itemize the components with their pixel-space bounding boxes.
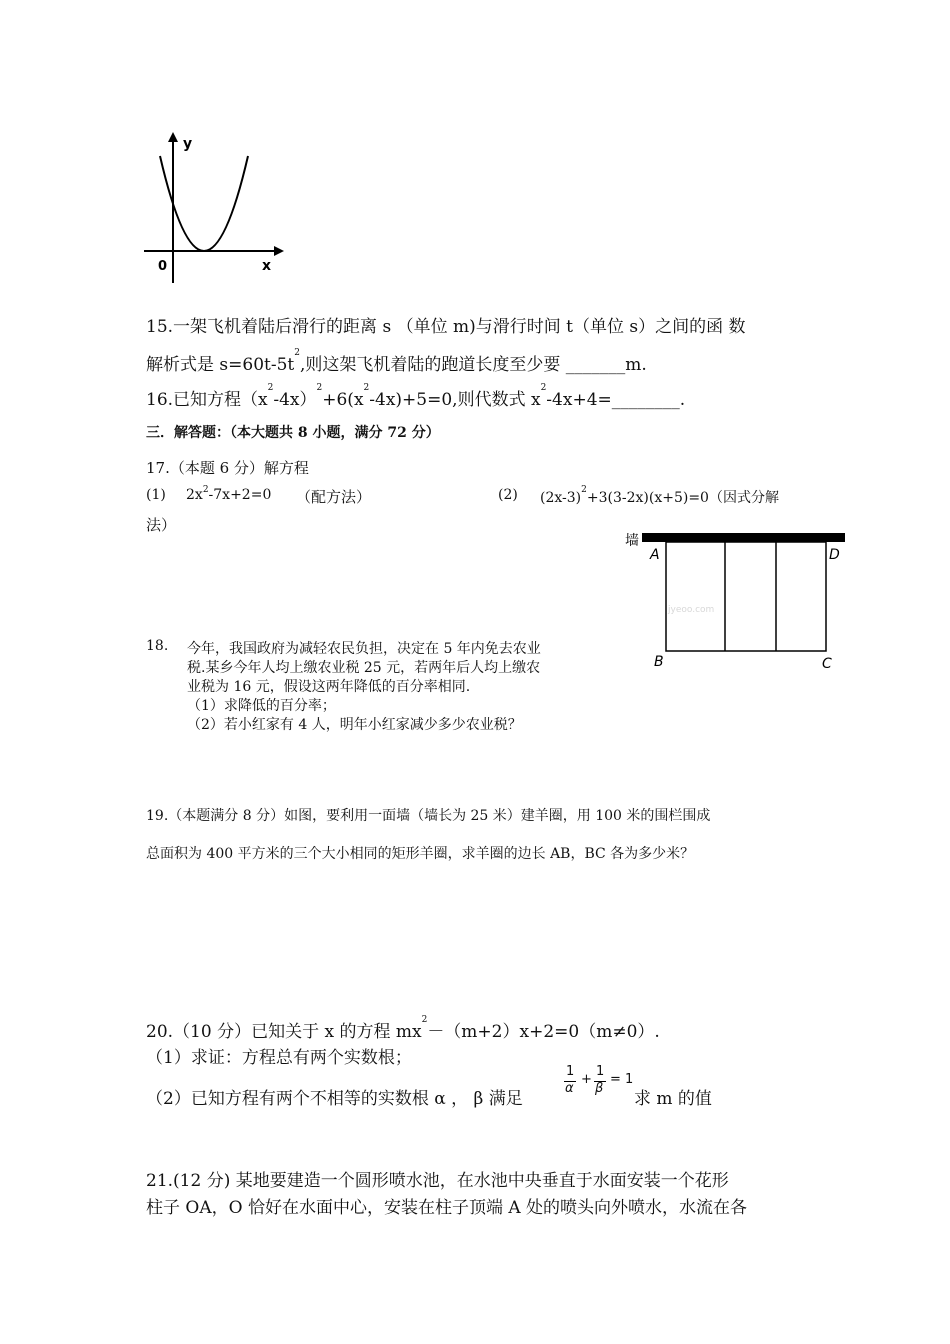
point-a-label: A: [650, 547, 660, 563]
q17-p1-num: (1): [146, 487, 166, 503]
q20-line3-b: 求 m 的值: [634, 1089, 712, 1109]
q20-formula: [563, 1064, 635, 1104]
q17-p1-method: （配方法）: [296, 488, 372, 506]
q17-p2-num: (2): [498, 487, 518, 503]
point-b-label: B: [654, 654, 664, 670]
q15-line2: [146, 350, 647, 375]
q20-line1: [146, 1017, 660, 1042]
origin-label: 0: [158, 259, 168, 274]
q17-title: 17.（本题 6 分）解方程: [146, 459, 309, 477]
pen-outline: [666, 542, 826, 651]
q16-s4: 2: [540, 383, 547, 393]
q19-line2: 总面积为 400 平方米的三个大小相同的矩形羊圈，求羊圈的边长 AB，BC 各为多少米？: [146, 846, 695, 862]
q17-p1-a: 2x: [186, 487, 203, 503]
y-axis-arrow: [168, 132, 178, 142]
q16-line: [146, 385, 685, 410]
parabola-graph: [138, 128, 288, 288]
q20-line2: （1）求证：方程总有两个实数根；: [146, 1048, 412, 1068]
q20-line3-a: （2）已知方程有两个不相等的实数根 α ， β 满足: [146, 1089, 523, 1109]
q17-p1-b: -7x+2=0: [208, 487, 272, 503]
point-d-label: D: [829, 547, 840, 563]
section3-heading: 三．解答题：（本大题共 8 小题，满分 72 分）: [146, 425, 440, 441]
q17-p2-sup: 2: [581, 485, 587, 495]
q17-p2-b: +3(3-2x)(x+5)=0（因式分解: [586, 490, 779, 506]
formula-plus: +: [581, 1072, 592, 1087]
formula-num1: 1: [566, 1064, 575, 1079]
wall-bar: [642, 533, 845, 542]
q15-line2-a: 解析式是 s=60t-5t: [146, 355, 295, 375]
q18-line2: 税.某乡今年人均上缴农业税 25 元，若两年后人均上缴农: [187, 660, 541, 676]
q20-line1-b: －（m+2）x+2=0（m≠0）.: [427, 1022, 660, 1042]
q18-line3: 业税为 16 元，假设这两年降低的百分率相同.: [187, 679, 471, 695]
q16-s3: 2: [363, 383, 370, 393]
q18-line1: 今年，我国政府为减轻农民负担，决定在 5 年内免去农业: [187, 641, 541, 657]
x-axis-arrow: [274, 246, 284, 256]
watermark: jyeoo.com: [668, 605, 715, 615]
q15-line1: 15.一架飞机着陆后滑行的距离 s （单位 m)与滑行时间 t（单位 s）之间的函 数: [146, 317, 746, 337]
y-axis-label: y: [183, 136, 193, 152]
q18-line5: （2）若小红家有 4 人，明年小红家减少多少农业税？: [187, 717, 522, 733]
q18-num: 18.: [146, 638, 169, 654]
q15-sup: 2: [294, 348, 300, 358]
formula-den2: β: [595, 1081, 604, 1096]
q21-line1: 21.(12 分) 某地要建造一个圆形喷水池，在水池中央垂直于水面安装一个花形: [146, 1171, 729, 1191]
q15-line2-b: ,则这架飞机着陆的跑道长度至少要 _______m.: [299, 355, 647, 375]
formula-den1: α: [565, 1081, 574, 1096]
q20-sup: 2: [421, 1015, 428, 1025]
q16-b: -4x）: [273, 390, 317, 410]
q21-line2: 柱子 OA，O 恰好在水面中心，安装在柱子顶端 A 处的喷头向外喷水，水流在各: [146, 1198, 748, 1218]
sheep-pen-figure: [622, 526, 846, 672]
q17-p2-cont: 法）: [146, 516, 177, 534]
q16-d: -4x)+5=0,则代数式 x: [369, 390, 541, 410]
q17-p2-a: (2x-3): [540, 490, 582, 506]
q18-line4: （1）求降低的百分率；: [187, 698, 336, 714]
formula-num2: 1: [596, 1064, 605, 1079]
q16-a: 16.已知方程（x: [146, 390, 268, 410]
wall-label: 墙: [625, 533, 639, 549]
q19-line1: 19.（本题满分 8 分）如图，要利用一面墙（墙长为 25 米）建羊圈，用 100 米的围栏围成: [146, 808, 711, 824]
q20-line1-a: 20.（10 分）已知关于 x 的方程 mx: [146, 1022, 422, 1042]
x-axis-label: x: [262, 258, 272, 274]
q17-p1-sup: 2: [202, 485, 209, 495]
q17-p2-eq: [540, 487, 779, 507]
q16-s1: 2: [267, 383, 274, 393]
q17-p1-eq: [186, 487, 271, 503]
point-c-label: C: [822, 656, 832, 672]
q16-e: -4x+4=________.: [546, 390, 686, 410]
q16-c: +6(x: [322, 390, 364, 410]
q16-s2: 2: [316, 383, 323, 393]
formula-eq: = 1: [610, 1072, 634, 1087]
